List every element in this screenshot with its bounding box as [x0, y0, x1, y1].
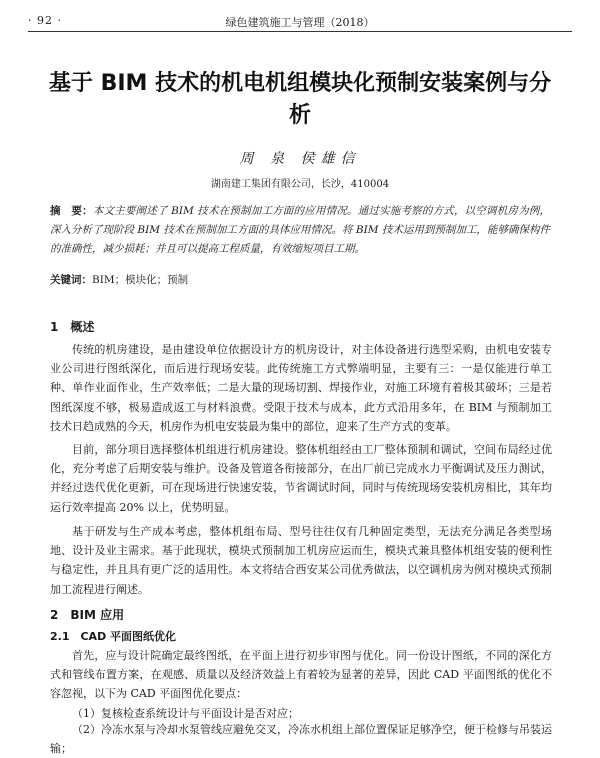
header-rule — [28, 31, 572, 32]
paragraph-1: 传统的机房建设，是由建设单位依据设计方的机房设计，对主体设备进行选型采购，由机电安装专业公司进行图纸深化，而后进行现场安装。此传统施工方式弊端明显，主要有三：一是仅能进行单工种、单作业面作业，生产效率低；二是大量的现场切割、焊接作业，对施工环境有着极其破坏；三是若图纸深度不够，极易造成返工与材料浪费。受限于技术与成本，此方式沿用多年，在 BIM 与预制加工技术日趋成熟的今天，机房作为机电安装最为集中的部位，迎来了生产方式的变革。 — [50, 343, 552, 433]
section-1-heading: 1 概述 — [50, 320, 95, 334]
keywords-text: BIM；模块化；预制 — [92, 274, 189, 286]
abstract — [50, 202, 550, 259]
abstract-label: 摘 要： — [50, 205, 93, 217]
journal-name: 绿色建筑施工与管理（2018） — [225, 16, 375, 29]
keywords-label: 关键词： — [50, 274, 92, 286]
paper-title: 基于 BIM 技术的机电机组模块化预制安装案例与分析 — [48, 71, 552, 128]
paragraph-2: 目前，部分项目选择整体机组进行机房建设。整体机组经由工厂整体预制和调试，空间布局经过优化，充分考虑了后期安装与维护。设备及管道各衔接部分，在出厂前已完成水力平衡调试及压力测试，并经过迭代优化更新，可在现场进行快速安装，节省调试时间，同时与传统现场安装机房相比，其年均运行效率提高 20% 以上，优势明显。 — [50, 443, 552, 514]
page-number: · 92 · — [28, 14, 62, 27]
section-2-1-heading: 2.1 CAD 平面图纸优化 — [50, 630, 177, 643]
affiliation: 湖南建工集团有限公司，长沙，410004 — [210, 179, 390, 190]
authors: 周 泉 侯雄信 — [239, 151, 361, 167]
list-item-1: （1）复核检查系统设计与平面设计是否对应； — [72, 707, 299, 720]
paragraph-3: 基于研发与生产成本考虑，整体机组布局、型号往往仅有几种固定类型，无法充分满足各类型场地、设计及业主需求。基于此现状，模块式预制加工机房应运而生，模块式兼具整体机组安装的便利性与稳定性，并且具有更广泛的适用性。本文将结合西安某公司优秀做法，以空调机房为例对模块式预制加工流程进行阐述。 — [50, 525, 552, 596]
section-2-heading: 2 BIM 应用 — [50, 608, 125, 622]
paragraph-4: 首先，应与设计院确定最终图纸，在平面上进行初步审图与优化。同一份设计图纸，不同的深化方式和管线布置方案，在观感、质量以及经济效益上有着较为显著的差异，因此 CAD 平面图纸的优化不容忽视，以下为 CAD 平面图优化要点： — [50, 649, 552, 701]
list-item-2: （2）冷冻水泵与冷却水泵管线应避免交叉，冷冻水机组上部位置保证足够净空，便于检修与吊装运输； — [50, 723, 552, 756]
abstract-text: 本文主要阐述了 BIM 技术在预制加工方面的应用情况。通过实施考察的方式，以空调机房为例，深入分析了现阶段 BIM 技术在预制加工方面的具体应用情况。将 BIM 技术运用到预制加工，能够确保构件的准确性，减少损耗；并且可以提高工程质量，有效缩短项目工期。 — [50, 205, 550, 255]
keywords — [50, 272, 550, 287]
running-header — [28, 10, 572, 30]
